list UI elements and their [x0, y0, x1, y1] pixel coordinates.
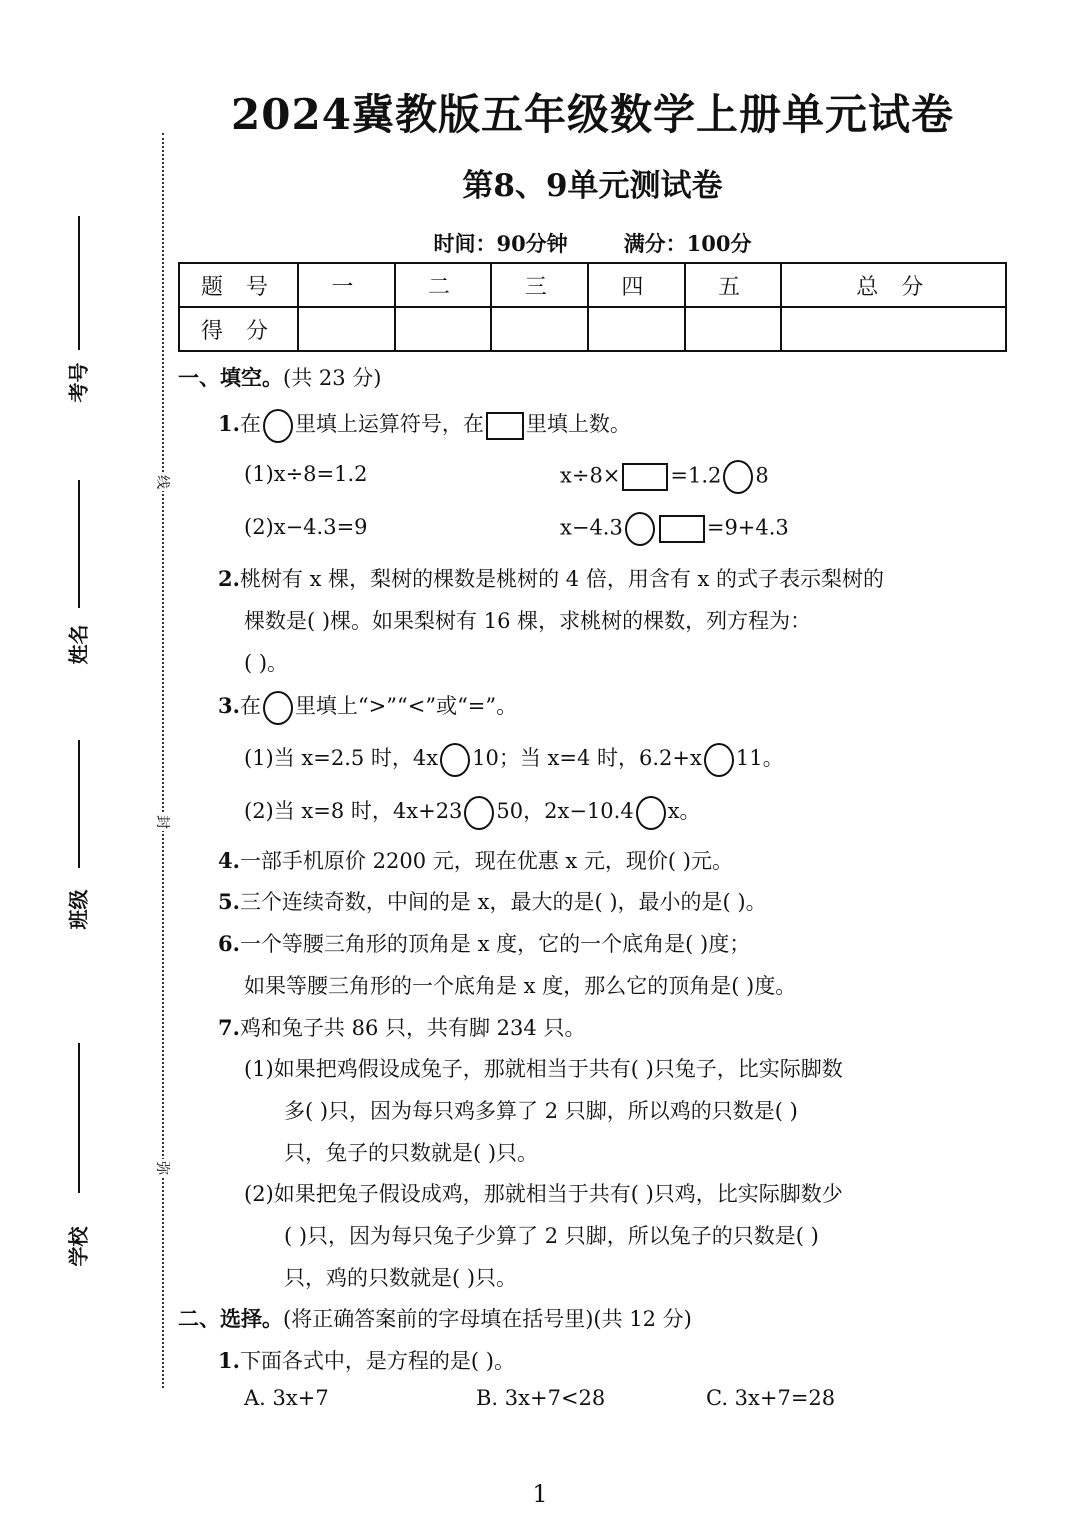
score-cell: 二 — [395, 263, 492, 307]
q3-part2 — [244, 795, 701, 830]
question-number: 1. — [218, 411, 240, 436]
school-field-line[interactable] — [78, 1043, 80, 1193]
q7-part2-line2: ( )只，因为每只兔子少算了 2 只脚，所以兔子的只数是( ) — [284, 1224, 819, 1248]
answer-circle[interactable] — [636, 796, 666, 830]
exam-title: 2024冀教版五年级数学上册单元试卷 — [231, 90, 954, 139]
score-input-cell[interactable] — [588, 307, 685, 351]
answer-circle[interactable] — [464, 796, 494, 830]
question-6-line2: 如果等腰三角形的一个底角是 x 度，那么它的顶角是( )度。 — [244, 974, 797, 998]
score-input-cell[interactable] — [395, 307, 492, 351]
option-a: A. 3x+7 — [244, 1386, 329, 1410]
section-points: (共 23 分) — [283, 366, 382, 390]
full-score: 满分：100分 — [623, 231, 752, 256]
expression-text: 50，2x−10.4 — [496, 799, 634, 823]
q1-part1-right — [560, 460, 769, 494]
question-number: 6. — [218, 931, 240, 956]
name-field-line[interactable] — [78, 480, 80, 608]
expression-text: =1.2 — [670, 463, 722, 488]
class-field-line[interactable] — [78, 740, 80, 868]
answer-circle[interactable] — [625, 512, 655, 546]
question-1 — [218, 408, 631, 443]
page-number: 1 — [532, 1480, 548, 1508]
question-5 — [218, 886, 767, 916]
score-input-cell[interactable] — [298, 307, 395, 351]
q7-part1-line1: (1)如果把鸡假设成兔子，那就相当于共有( )只兔子，比实际脚数 — [244, 1057, 843, 1081]
score-cell: 四 — [588, 263, 685, 307]
answer-box[interactable] — [659, 515, 705, 543]
answer-box[interactable] — [622, 463, 668, 491]
q1-part2-left: (2)x−4.3=9 — [244, 515, 368, 539]
question-text: 里填上数。 — [525, 412, 631, 436]
expression-text: (2)当 x=8 时，4x+23 — [244, 799, 463, 823]
class-label: 班级 — [66, 889, 91, 930]
question-text: 里填上“>”“<”或“=”。 — [294, 694, 518, 718]
expression-text: 11。 — [735, 746, 784, 770]
circle-blank-icon — [263, 409, 293, 443]
expression-text: 10；当 x=4 时，6.2+x — [472, 746, 702, 770]
section1-heading — [178, 362, 381, 392]
question-number: 2. — [218, 566, 240, 591]
s2-question-1 — [218, 1345, 515, 1375]
q7-part1-line2: 多( )只，因为每只鸡多算了 2 只脚，所以鸡的只数是( ) — [284, 1099, 798, 1123]
answer-circle[interactable] — [723, 460, 753, 494]
score-table — [178, 262, 1007, 352]
question-number: 3. — [218, 693, 240, 718]
score-input-cell[interactable] — [781, 307, 1006, 351]
expression-text: x−4.3 — [560, 515, 623, 540]
q1-part2-right — [560, 512, 789, 546]
question-text: 在 — [239, 412, 261, 436]
question-2-line2: 棵数是( )棵。如果梨树有 16 棵，求桃树的棵数，列方程为： — [244, 609, 812, 633]
expression-text: x。 — [667, 799, 701, 823]
question-number: 5. — [218, 889, 240, 914]
square-blank-icon — [486, 412, 524, 440]
question-text: 三个连续奇数，中间的是 x，最大的是( )，最小的是( )。 — [239, 890, 767, 914]
q7-part2-line3: 只，鸡的只数就是( )只。 — [284, 1266, 518, 1290]
expression-text: 8 — [755, 463, 769, 488]
seal-char-mi: 弥 — [153, 1159, 173, 1177]
binding-dotted-line — [162, 133, 164, 1388]
question-text: 桃树有 x 棵，梨树的棵数是桃树的 4 倍，用含有 x 的式子表示梨树的 — [239, 567, 885, 591]
question-text: 一部手机原价 2200 元，现在优惠 x 元，现价( )元。 — [239, 849, 733, 873]
option-b: B. 3x+7<28 — [476, 1386, 606, 1410]
score-cell: 总 分 — [781, 263, 1006, 307]
time-limit: 时间：90分钟 — [433, 231, 568, 256]
answer-circle[interactable] — [704, 743, 734, 777]
score-cell: 得 分 — [179, 307, 298, 351]
name-label: 姓名 — [66, 624, 91, 665]
question-2-line1 — [218, 563, 884, 593]
score-table-header-row — [179, 263, 1006, 307]
section-points: (将正确答案前的字母填在括号里)(共 12 分) — [283, 1307, 692, 1331]
score-cell: 题 号 — [179, 263, 298, 307]
score-cell: 三 — [491, 263, 588, 307]
question-4 — [218, 845, 733, 875]
school-label: 学校 — [66, 1226, 91, 1267]
seal-char-xian: 线 — [153, 473, 173, 491]
q7-part1-line3: 只，兔子的只数就是( )只。 — [284, 1141, 539, 1165]
question-text: 下面各式中，是方程的是( )。 — [239, 1349, 515, 1373]
question-number: 7. — [218, 1015, 240, 1040]
seal-char-feng: 封 — [153, 813, 173, 831]
q7-part2-line1: (2)如果把兔子假设成鸡，那就相当于共有( )只鸡，比实际脚数少 — [244, 1182, 843, 1206]
exam-subtitle: 第8、9单元测试卷 — [462, 168, 723, 204]
section2-heading — [178, 1303, 692, 1333]
question-text: 在 — [239, 694, 261, 718]
question-2-line3: ( )。 — [244, 651, 289, 675]
score-cell: 一 — [298, 263, 395, 307]
question-text: 里填上运算符号，在 — [294, 412, 484, 436]
score-input-cell[interactable] — [491, 307, 588, 351]
answer-circle[interactable] — [440, 743, 470, 777]
question-text: 一个等腰三角形的顶角是 x 度，它的一个底角是( )度； — [239, 932, 751, 956]
section-title: 二、选择。 — [178, 1306, 283, 1331]
question-number: 4. — [218, 848, 240, 873]
expression-text: (1)当 x=2.5 时，4x — [244, 746, 439, 770]
question-7-intro — [218, 1012, 585, 1042]
q1-part1-left: (1)x÷8=1.2 — [244, 462, 368, 486]
expression-text: x÷8× — [560, 463, 621, 488]
score-input-cell[interactable] — [685, 307, 782, 351]
circle-blank-icon — [263, 691, 293, 725]
expression-text: =9+4.3 — [706, 515, 789, 540]
option-c: C. 3x+7=28 — [706, 1386, 836, 1410]
score-table-score-row — [179, 307, 1006, 351]
exam-meta — [0, 228, 1080, 258]
q3-part1 — [244, 742, 784, 777]
question-text: 鸡和兔子共 86 只，共有脚 234 只。 — [239, 1016, 586, 1040]
question-6-line1 — [218, 928, 750, 958]
question-3 — [218, 690, 517, 725]
section-title: 一、填空。 — [178, 365, 283, 390]
score-cell: 五 — [685, 263, 782, 307]
exam-number-label: 考号 — [66, 362, 91, 403]
question-number: 1. — [218, 1348, 240, 1373]
